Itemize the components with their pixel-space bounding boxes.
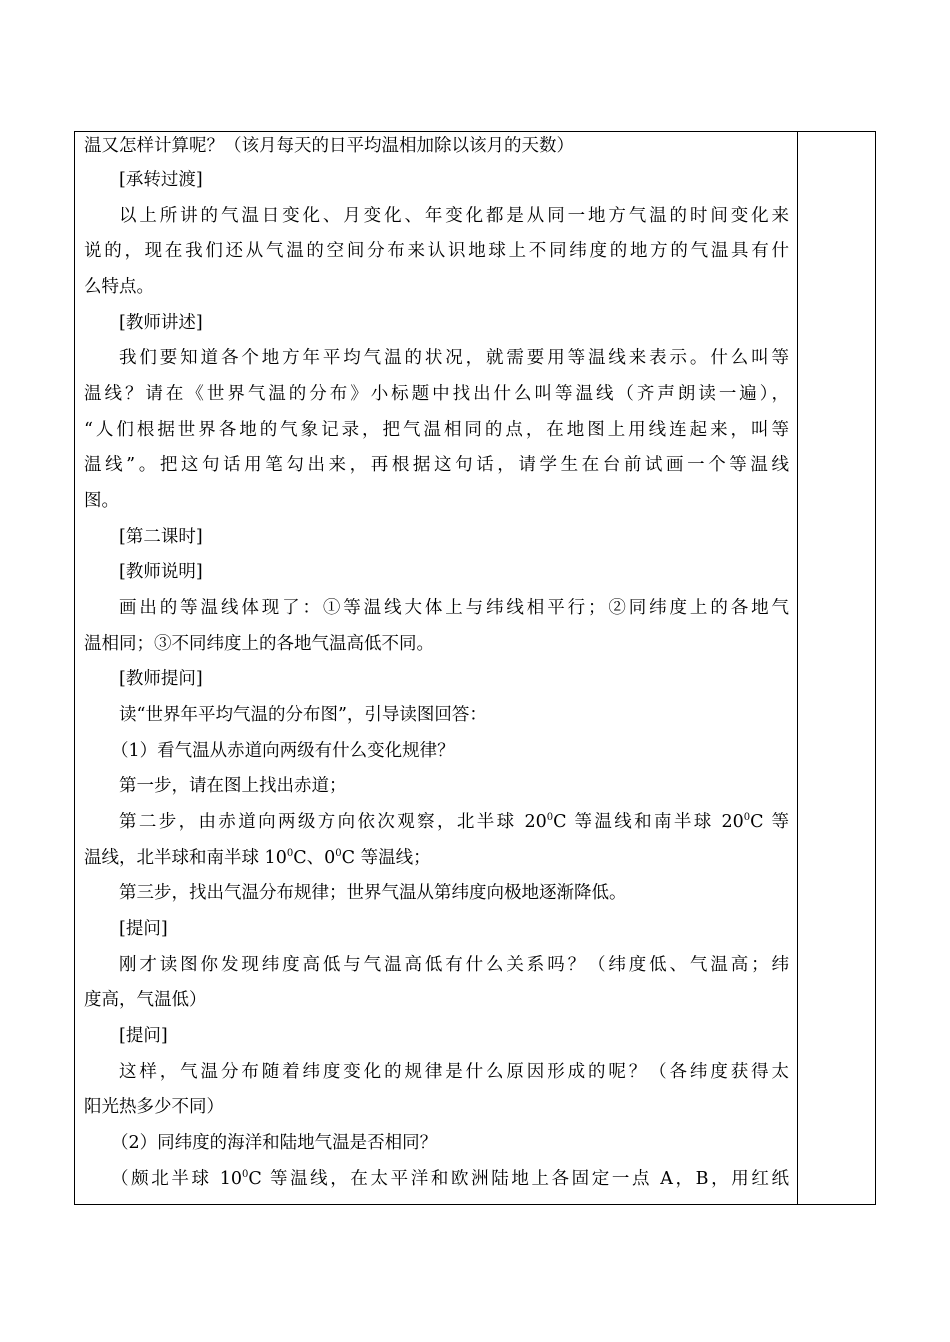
- lesson-table: [74, 131, 876, 1205]
- text-line: 度高，气温低）: [84, 990, 207, 1010]
- text-line: 我们要知道各个地方年平均气温的状况，就需要用等温线来表示。什么叫等: [119, 348, 789, 368]
- text-line: 温又怎样计算呢？（该月每天的日平均温相加除以该月的天数）: [84, 136, 574, 156]
- text-line: 第三步，找出气温分布规律；世界气温从第纬度向极地逐渐降低。: [119, 883, 627, 903]
- text-segment: C 等温线和南半球 20: [553, 812, 744, 832]
- section-heading: [教师说明]: [119, 562, 203, 582]
- degree-superscript: 0: [335, 848, 342, 859]
- text-line: 图。: [84, 491, 119, 511]
- text-segment: 温线，北半球和南半球 10: [84, 848, 287, 868]
- degree-superscript: 0: [743, 812, 751, 823]
- section-heading: [教师讲述]: [119, 313, 203, 333]
- content-cell: [84, 132, 789, 1204]
- text-line: 第一步，请在图上找出赤道；: [119, 776, 347, 796]
- text-line: 温线”。把这句话用笔勾出来，再根据这句话，请学生在台前试画一个等温线: [84, 455, 789, 475]
- text-segment: 第二步，由赤道向两级方向依次观察，北半球 20: [119, 812, 547, 832]
- text-line: 刚才读图你发现纬度高低与气温高低有什么关系吗？（纬度低、气温高；纬: [119, 955, 789, 975]
- text-line: 么特点。: [84, 277, 154, 297]
- degree-superscript: 0: [242, 1169, 249, 1180]
- text-line: 说的，现在我们还从气温的空间分布来认识地球上不同纬度的地方的气温具有什: [84, 241, 789, 261]
- text-line: 画出的等温线体现了：①等温线大体上与纬线相平行；②同纬度上的各地气: [119, 598, 789, 618]
- section-heading: [教师提问]: [119, 669, 203, 689]
- text-segment: C 等温线；: [341, 848, 431, 868]
- text-line: [84, 1167, 789, 1203]
- text-line: 读“世界年平均气温的分布图”，引导读图回答：: [119, 705, 487, 725]
- text-line: [84, 810, 789, 846]
- question-line: （1）看气温从赤道向两级有什么变化规律？: [111, 741, 455, 761]
- section-heading: [第二课时]: [119, 527, 203, 547]
- text-line: 温相同；③不同纬度上的各地气温高低不同。: [84, 634, 434, 654]
- question-line: （2）同纬度的海洋和陆地气温是否相同？: [111, 1133, 438, 1153]
- text-line: 阳光热多少不同）: [84, 1097, 224, 1117]
- text-segment: C 等: [750, 812, 789, 832]
- text-line: [84, 846, 789, 882]
- text-segment: （颇北半球 10: [111, 1169, 243, 1189]
- text-line: “人们根据世界各地的气象记录，把气温相同的点，在地图上用线连起来，叫等: [84, 420, 789, 440]
- degree-superscript: 0: [546, 812, 554, 823]
- text-segment: C 等温线，在太平洋和欧洲陆地上各固定一点 A，B，用红纸: [248, 1169, 789, 1189]
- text-line: 这样，气温分布随着纬度变化的规律是什么原因形成的呢？（各纬度获得太: [119, 1062, 789, 1082]
- section-heading: [提问]: [119, 919, 168, 939]
- text-line: 温线？请在《世界气温的分布》小标题中找出什么叫等温线（齐声朗读一遍），: [84, 384, 789, 404]
- notes-cell: [798, 132, 875, 1204]
- section-heading: [承转过渡]: [119, 170, 203, 190]
- text-segment: C、0: [293, 848, 336, 868]
- section-heading: [提问]: [119, 1026, 168, 1046]
- text-line: 以上所讲的气温日变化、月变化、年变化都是从同一地方气温的时间变化来: [119, 206, 789, 226]
- degree-superscript: 0: [286, 848, 294, 859]
